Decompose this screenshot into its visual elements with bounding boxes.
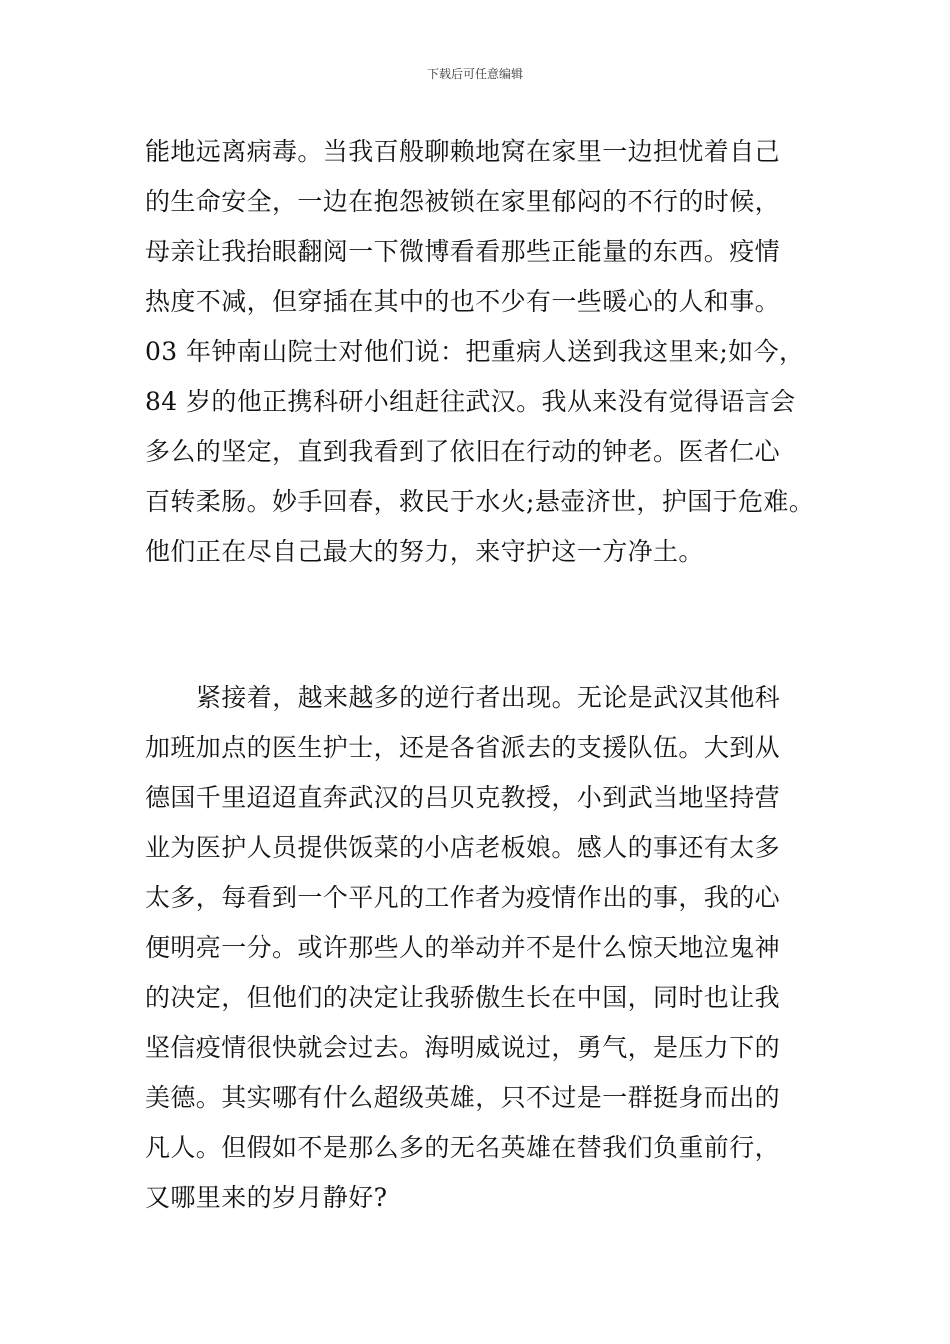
text-line: 凡人。但假如不是那么多的无名英雄在替我们负重前行， [145,1133,781,1162]
text-line: 03 年钟南山院士对他们说：把重病人送到我这里来;如今， [145,337,805,366]
text-line: 他们正在尽自己最大的努力，来守护这一方净土。 [145,537,704,566]
text-line: 百转柔肠。妙手回春，救民于水火;悬壶济世，护国于危难。 [145,487,815,516]
text-line: 加班加点的医生护士，还是各省派去的支援队伍。大到从 [145,733,781,762]
text-line: 的生命安全，一边在抱怨被锁在家里郁闷的不行的时候， [145,187,781,216]
paragraph-1 [145,127,845,577]
text-line: 热度不减，但穿插在其中的也不少有一些暖心的人和事。 [145,287,781,316]
text-line: 美德。其实哪有什么超级英雄，只不过是一群挺身而出的 [145,1083,781,1112]
text-line: 便明亮一分。或许那些人的举动并不是什么惊天地泣鬼神 [145,933,781,962]
page-header: 下载后可任意编辑 [426,67,523,81]
paragraph-2 [145,673,845,1223]
text-line: 太多，每看到一个平凡的工作者为疫情作出的事，我的心 [145,883,781,912]
text-line: 坚信疫情很快就会过去。海明威说过，勇气，是压力下的 [145,1033,781,1062]
text-line: 84 岁的他正携科研小组赶往武汉。我从来没有觉得语言会 [145,387,796,416]
text-line: 多么的坚定，直到我看到了依旧在行动的钟老。医者仁心 [145,437,781,466]
text-line: 母亲让我抬眼翻阅一下微博看看那些正能量的东西。疫情 [145,237,781,266]
text-line: 又哪里来的岁月静好? [145,1183,388,1212]
text-line: 业为医护人员提供饭菜的小店老板娘。感人的事还有太多 [145,833,781,862]
text-line: 紧接着，越来越多的逆行者出现。无论是武汉其他科 [196,683,781,712]
text-line: 德国千里迢迢直奔武汉的吕贝克教授，小到武当地坚持营 [145,783,781,812]
text-line: 的决定，但他们的决定让我骄傲生长在中国，同时也让我 [145,983,781,1012]
text-line: 能地远离病毒。当我百般聊赖地窝在家里一边担忧着自己 [145,137,781,166]
